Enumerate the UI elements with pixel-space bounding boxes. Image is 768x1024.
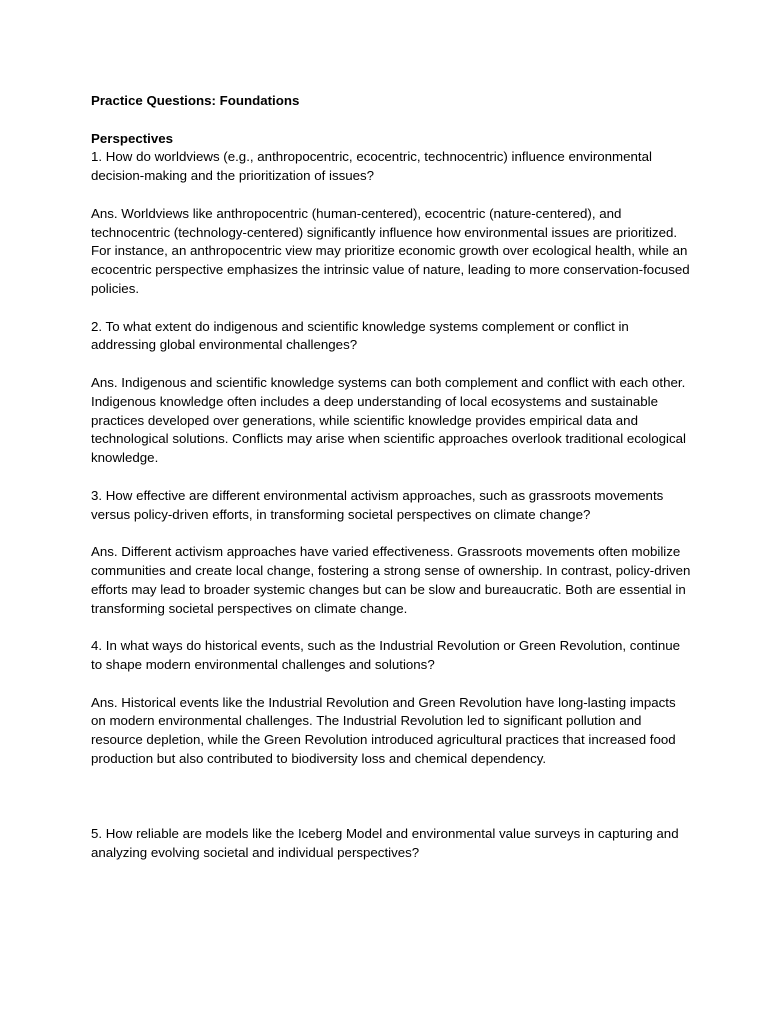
answer-3: Ans. Different activism approaches have varied effectiveness. Grassroots movements often mobilize communities and create local change, fostering a strong sense of ownership. In contrast, policy-driven efforts may lead to broader systemic changes but can be slow and bureaucratic. Both are essential in transforming societal perspectives on climate change.: [91, 544, 691, 616]
spacer: [91, 787, 691, 825]
question-1: 1. How do worldviews (e.g., anthropocentric, ecocentric, technocentric) influence environmental decision-making and the prioritization of issues?: [91, 149, 652, 184]
question-5: 5. How reliable are models like the Iceberg Model and environmental value surveys in capturing and analyzing evolving societal and individual perspectives?: [91, 826, 679, 860]
document-title: Practice Questions: Foundations: [91, 93, 300, 108]
question-3: 3. How effective are different environmental activism approaches, such as grassroots movements versus policy-driven efforts, in transforming societal perspectives on climate change?: [91, 487, 664, 522]
document-page: [91, 92, 691, 881]
answer-4: Ans. Historical events like the Industrial Revolution and Green Revolution have long-lasting impacts on modern environmental challenges. The Industrial Revolution led to significant pollution and resource depletion, while the Green Revolution introduced agricultural practices that increased food production but also contributed to biodiversity loss and chemical dependency.: [91, 694, 676, 766]
section-heading: Perspectives: [91, 130, 174, 146]
question-2: 2. To what extent do indigenous and scientific knowledge systems complement or conflict in addressing global environmental challenges?: [91, 318, 629, 353]
answer-1: Ans. Worldviews like anthropocentric (human-centered), ecocentric (nature-centered), and technocentric (technology-centered) significantly influence how environmental issues are prioritized. For instance, an anthropocentric view may prioritize economic growth over ecological health, while an ecocentric perspective emphasizes the intrinsic value of nature, leading to more conservation-focused policies.: [91, 205, 690, 296]
answer-2: Ans. Indigenous and scientific knowledge systems can both complement and conflict with each other. Indigenous knowledge often includes a deep understanding of local ecosystems and sustainable practices developed over generations, while scientific knowledge provides empirical data and technological solutions. Conflicts may arise when scientific approaches overlook traditional ecological knowledge.: [91, 374, 686, 466]
question-4: 4. In what ways do historical events, such as the Industrial Revolution or Green Revolution, continue to shape modern environmental challenges and solutions?: [91, 638, 681, 672]
